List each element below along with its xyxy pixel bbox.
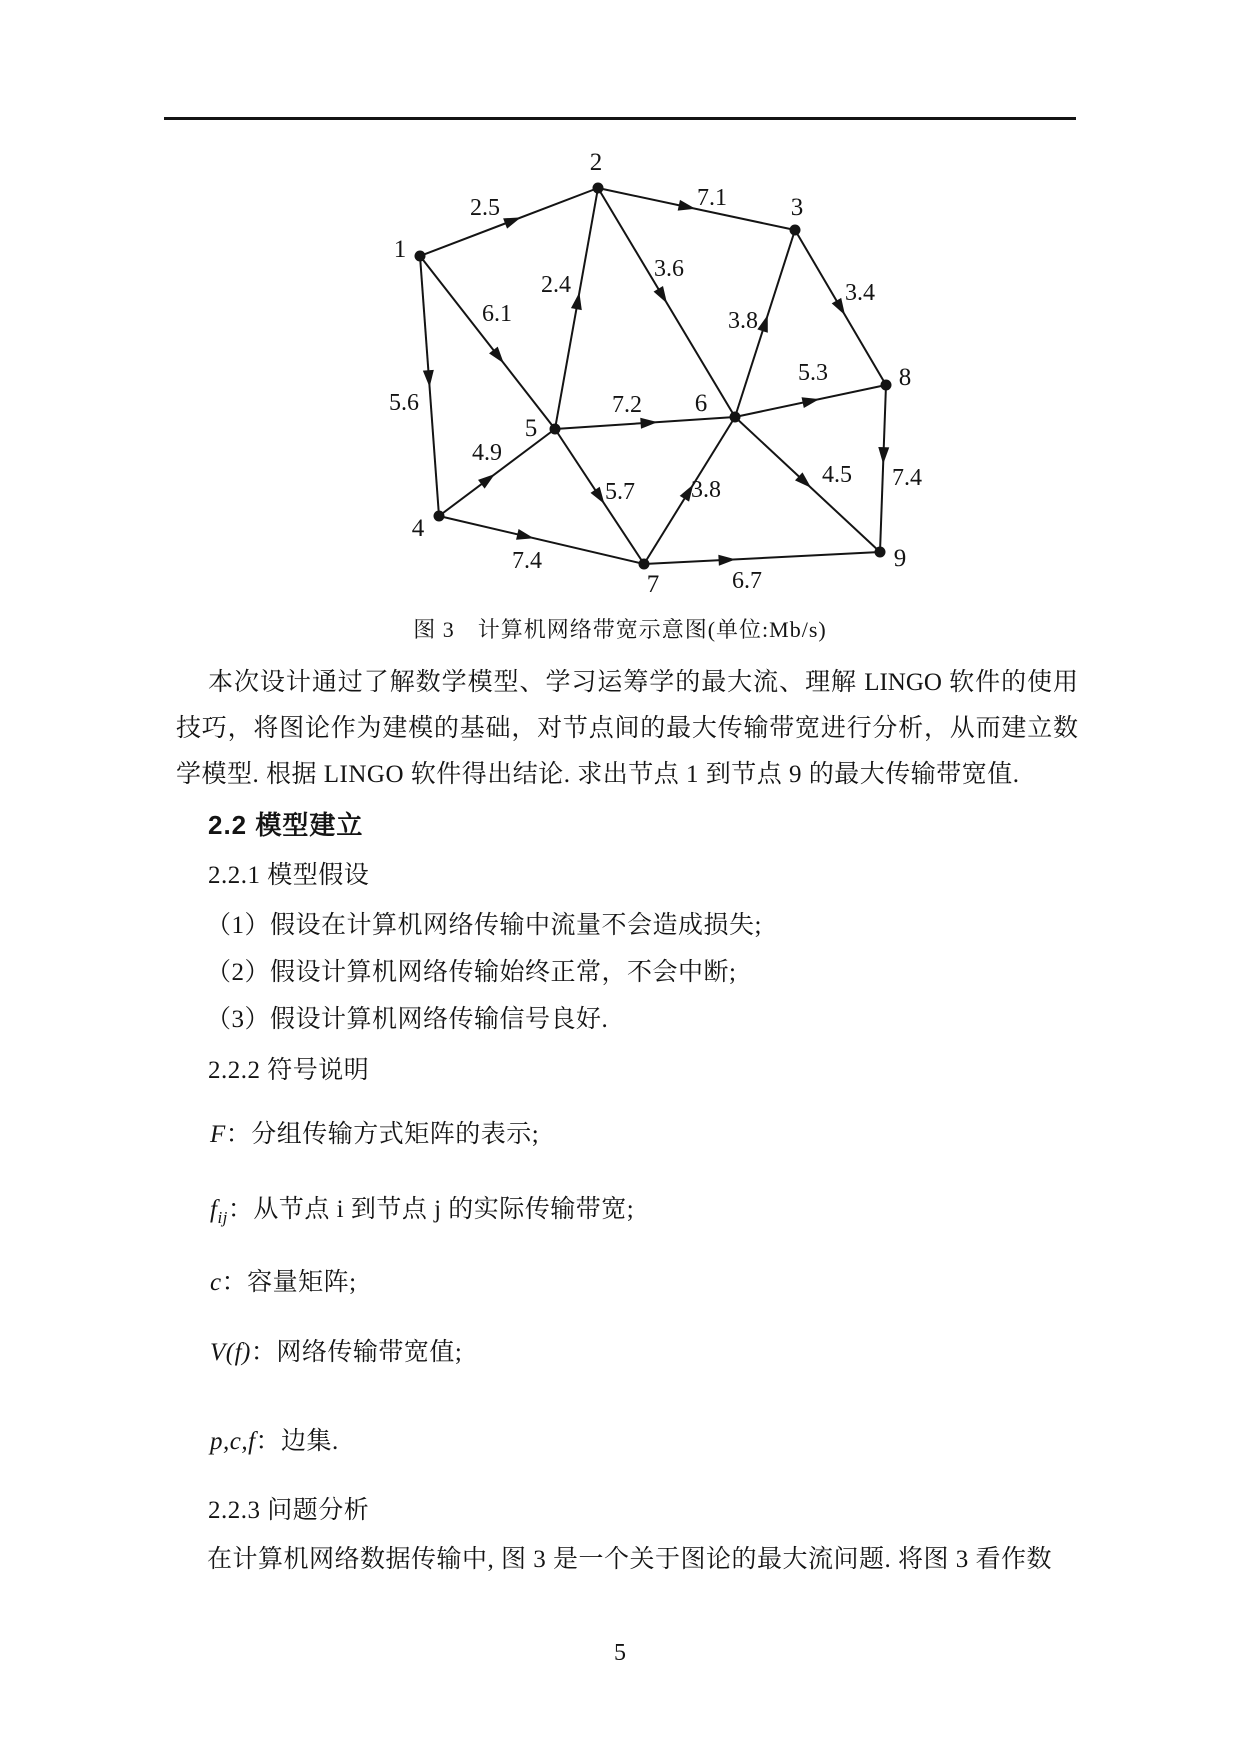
heading-2-2-1: 2.2.1 模型假设 [208, 862, 370, 889]
node-label-9: 9 [893, 545, 907, 572]
graph-node-2 [593, 183, 604, 194]
node-label-5: 5 [524, 415, 538, 442]
symbol-f: f [210, 1196, 218, 1223]
edge-label-5-2: 2.4 [541, 272, 571, 298]
arrowhead-4-7 [516, 529, 534, 540]
arrowhead-4-5 [478, 474, 495, 489]
symbol-f-subscript: ij [217, 1208, 228, 1227]
graph-node-4 [434, 511, 445, 522]
graph-node-6 [730, 412, 741, 423]
node-label-3: 3 [790, 194, 804, 221]
node-label-6: 6 [694, 390, 708, 417]
heading-2-2-3: 2.2.3 问题分析 [208, 1497, 370, 1524]
edge-label-5-6: 7.2 [612, 392, 642, 418]
assumption-2: （2）假设计算机网络传输始终正常，不会中断; [206, 959, 737, 986]
arrowhead-1-4 [423, 370, 434, 387]
edge-label-6-3: 3.8 [728, 308, 758, 334]
node-label-8: 8 [898, 364, 912, 391]
paragraph-1-line-2: 技巧，将图论作为建模的基础，对节点间的最大传输带宽进行分析，从而建立数 [176, 715, 1078, 742]
symbol-c-desc: ：容量矩阵; [221, 1269, 357, 1296]
edge-label-4-7: 7.4 [512, 548, 542, 574]
edge-label-4-5: 4.9 [472, 440, 502, 466]
figure-caption: 图 3 计算机网络带宽示意图(单位:Mb/s) [413, 617, 827, 642]
edge-label-6-8: 5.3 [798, 360, 828, 386]
arrowhead-7-9 [718, 555, 735, 566]
symbol-def-F [210, 1114, 539, 1150]
symbol-fij-desc: ：从节点 i 到节点 j 的实际传输带宽; [227, 1196, 635, 1223]
graph-node-9 [875, 547, 886, 558]
node-label-4: 4 [411, 515, 425, 542]
graph-node-5 [550, 424, 561, 435]
edge-label-1-2: 2.5 [470, 195, 500, 221]
node-label-2: 2 [589, 149, 603, 176]
symbol-def-Vf [210, 1332, 462, 1368]
graph-edge-1-5 [420, 256, 555, 429]
edge-label-8-9: 7.4 [892, 465, 922, 491]
symbol-pcf-desc: ：边集. [255, 1428, 339, 1455]
symbol-def-pcf [210, 1421, 339, 1457]
symbol-pcf: p,c,f [210, 1428, 256, 1455]
paragraph-2-line-1: 在计算机网络数据传输中, 图 3 是一个关于图论的最大流问题. 将图 3 看作数 [207, 1546, 1053, 1573]
edge-label-2-6: 3.6 [654, 256, 684, 282]
graph-edge-8-9 [880, 385, 886, 552]
header-rule [164, 117, 1076, 120]
node-label-7: 7 [646, 571, 660, 598]
assumption-1: （1）假设在计算机网络传输中流量不会造成损失; [206, 912, 762, 939]
symbol-def-c [210, 1262, 357, 1298]
symbol-Vf-desc: ：网络传输带宽值; [250, 1339, 463, 1366]
symbol-c: c [210, 1269, 222, 1296]
graph-edge-7-9 [644, 552, 880, 564]
graph-node-3 [790, 225, 801, 236]
graph-node-8 [881, 380, 892, 391]
heading-2-2-2: 2.2.2 符号说明 [208, 1057, 370, 1084]
arrowhead-1-5 [489, 347, 504, 364]
node-label-1: 1 [393, 236, 407, 263]
edge-label-7-6: 3.8 [691, 477, 721, 503]
symbol-F-desc: ：分组传输方式矩阵的表示; [225, 1121, 540, 1148]
edge-label-6-9: 4.5 [822, 462, 852, 488]
symbol-def-fij [210, 1189, 634, 1228]
arrowhead-2-6 [654, 286, 667, 303]
symbol-Vf: V(f) [210, 1339, 251, 1366]
assumption-3: （3）假设计算机网络传输信号良好. [206, 1006, 609, 1033]
heading-2-2: 2.2 模型建立 [208, 810, 364, 840]
arrowhead-6-3 [757, 315, 767, 333]
graph-node-7 [639, 559, 650, 570]
edge-label-1-5: 6.1 [482, 301, 512, 327]
arrowhead-5-7 [591, 487, 605, 504]
edge-label-7-9: 6.7 [732, 568, 762, 594]
arrowhead-2-3 [678, 200, 696, 211]
edge-label-1-4: 5.6 [389, 390, 419, 416]
page-number: 5 [614, 1640, 626, 1666]
arrowhead-1-2 [503, 217, 521, 228]
edge-label-5-7: 5.7 [605, 479, 635, 505]
arrowhead-3-8 [832, 298, 845, 315]
graph-node-1 [415, 251, 426, 262]
paragraph-1-line-1: 本次设计通过了解数学模型、学习运筹学的最大流、理解 LINGO 软件的使用 [208, 669, 1078, 696]
edge-label-3-8: 3.4 [845, 280, 875, 306]
arrowhead-6-8 [802, 397, 820, 408]
edge-label-2-3: 7.1 [697, 185, 727, 211]
arrowhead-8-9 [878, 447, 889, 464]
network-graph-figure [340, 140, 940, 600]
symbol-F: F [210, 1121, 226, 1148]
paragraph-1-line-3: 学模型. 根据 LINGO 软件得出结论. 求出节点 1 到节点 9 的最大传输带宽值. [176, 761, 1020, 788]
arrowhead-5-2 [571, 292, 582, 310]
